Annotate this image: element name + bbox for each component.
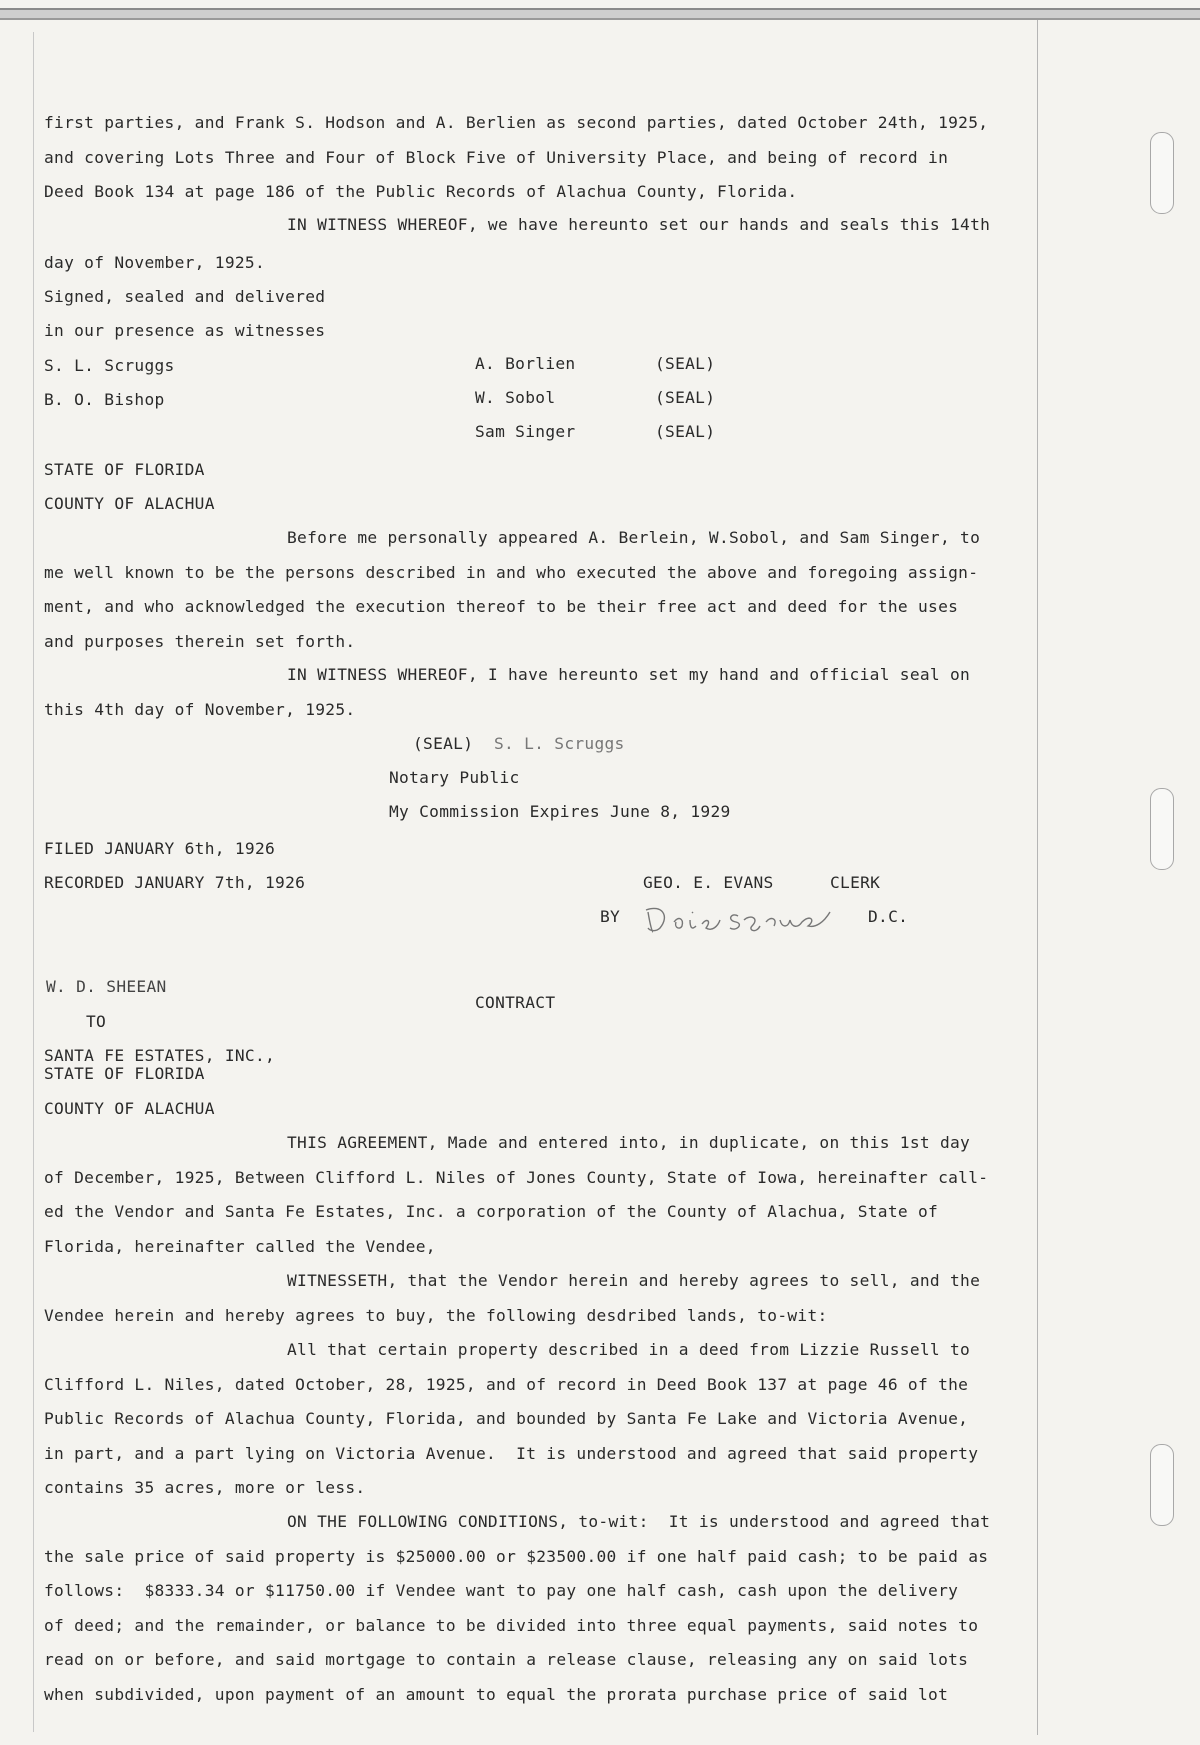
text-line: in part, and a part lying on Victoria Avenue. It is understood and agreed that said property bbox=[44, 1444, 979, 1463]
text-line: Florida, hereinafter called the Vendee, bbox=[44, 1237, 436, 1256]
witness-name: B. O. Bishop bbox=[44, 390, 165, 409]
witness-name: S. L. Scruggs bbox=[44, 356, 175, 375]
text-line: contains 35 acres, more or less. bbox=[44, 1478, 366, 1497]
text-line: the sale price of said property is $25000.00 or $23500.00 if one half paid cash; to be paid as bbox=[44, 1547, 989, 1566]
by-label: BY bbox=[600, 907, 621, 926]
text-line: WITNESSETH, that the Vendor herein and hereby agrees to sell, and the bbox=[287, 1271, 981, 1290]
venue-heading: STATE OF FLORIDA bbox=[44, 460, 205, 479]
text-line: read on or before, and said mortgage to contain a release clause, releasing any on said lots bbox=[44, 1650, 969, 1669]
deputy-clerk-label: D.C. bbox=[868, 907, 909, 926]
text-line: and covering Lots Three and Four of Block Five of University Place, and being of record in bbox=[44, 148, 949, 167]
instrument-type: CONTRACT bbox=[475, 993, 556, 1012]
notary-commission: My Commission Expires June 8, 1929 bbox=[389, 802, 731, 821]
to-label: TO bbox=[86, 1012, 107, 1031]
signer-name: W. Sobol bbox=[475, 388, 556, 407]
text-line: and purposes therein set forth. bbox=[44, 632, 356, 651]
seal-mark: (SEAL) bbox=[655, 388, 716, 407]
text-line: me well known to be the persons described in and who executed the above and foregoing assign- bbox=[44, 563, 979, 582]
signer-name: Sam Singer bbox=[475, 422, 576, 441]
seal-mark: (SEAL) bbox=[655, 354, 716, 373]
text-line: ON THE FOLLOWING CONDITIONS, to-wit: It is understood and agreed that bbox=[287, 1512, 991, 1531]
signer-name: A. Borlien bbox=[475, 354, 576, 373]
text-line: day of November, 1925. bbox=[44, 253, 266, 272]
text-line: ed the Vendor and Santa Fe Estates, Inc. a corporation of the County of Alachua, State of bbox=[44, 1202, 939, 1221]
text-line: Clifford L. Niles, dated October, 28, 1925, and of record in Deed Book 137 at page 46 of the bbox=[44, 1375, 969, 1394]
text-line: Public Records of Alachua County, Florida, and bounded by Santa Fe Lake and Victoria Avenue, bbox=[44, 1409, 969, 1428]
text-line: ment, and who acknowledged the execution thereof to be their free act and deed for the uses bbox=[44, 597, 959, 616]
notary-seal: (SEAL) bbox=[413, 734, 474, 753]
clerk-title: CLERK bbox=[830, 873, 881, 892]
text-line: IN WITNESS WHEREOF, we have hereunto set our hands and seals this 14th bbox=[287, 215, 991, 234]
text-line: of December, 1925, Between Clifford L. Niles of Jones County, State of Iowa, hereinafter call- bbox=[44, 1168, 989, 1187]
handwritten-signature bbox=[640, 898, 850, 938]
notary-title: Notary Public bbox=[389, 768, 520, 787]
text-line: IN WITNESS WHEREOF, I have hereunto set my hand and official seal on bbox=[287, 665, 971, 684]
recorded-date: RECORDED JANUARY 7th, 1926 bbox=[44, 873, 306, 892]
text-line: Signed, sealed and delivered bbox=[44, 287, 326, 306]
text-line: in our presence as witnesses bbox=[44, 321, 326, 340]
grantee-name: SANTA FE ESTATES, INC., bbox=[44, 1046, 276, 1065]
seal-mark: (SEAL) bbox=[655, 422, 716, 441]
clerk-name: GEO. E. EVANS bbox=[643, 873, 774, 892]
text-line: THIS AGREEMENT, Made and entered into, in duplicate, on this 1st day bbox=[287, 1133, 971, 1152]
venue-heading: COUNTY OF ALACHUA bbox=[44, 494, 215, 513]
text-line: Before me personally appeared A. Berlein, W.Sobol, and Sam Singer, to bbox=[287, 528, 981, 547]
text-line: first parties, and Frank S. Hodson and A. Berlien as second parties, dated October 24th, 1925, bbox=[44, 113, 989, 132]
text-line: of deed; and the remainder, or balance to be divided into three equal payments, said notes to bbox=[44, 1616, 979, 1635]
text-line: All that certain property described in a deed from Lizzie Russell to bbox=[287, 1340, 971, 1359]
venue-heading: STATE OF FLORIDA bbox=[44, 1064, 205, 1083]
venue-heading: COUNTY OF ALACHUA bbox=[44, 1099, 215, 1118]
text-line: when subdivided, upon payment of an amount to equal the prorata purchase price of said lot bbox=[44, 1685, 949, 1704]
grantor-name: W. D. SHEEAN bbox=[46, 977, 167, 996]
text-line: Deed Book 134 at page 186 of the Public Records of Alachua County, Florida. bbox=[44, 182, 798, 201]
text-line: this 4th day of November, 1925. bbox=[44, 700, 356, 719]
text-line: follows: $8333.34 or $11750.00 if Vendee want to pay one half cash, cash upon the delivery bbox=[44, 1581, 959, 1600]
filed-date: FILED JANUARY 6th, 1926 bbox=[44, 839, 276, 858]
notary-name: S. L. Scruggs bbox=[494, 734, 625, 753]
text-line: Vendee herein and hereby agrees to buy, the following desdribed lands, to-wit: bbox=[44, 1306, 828, 1325]
